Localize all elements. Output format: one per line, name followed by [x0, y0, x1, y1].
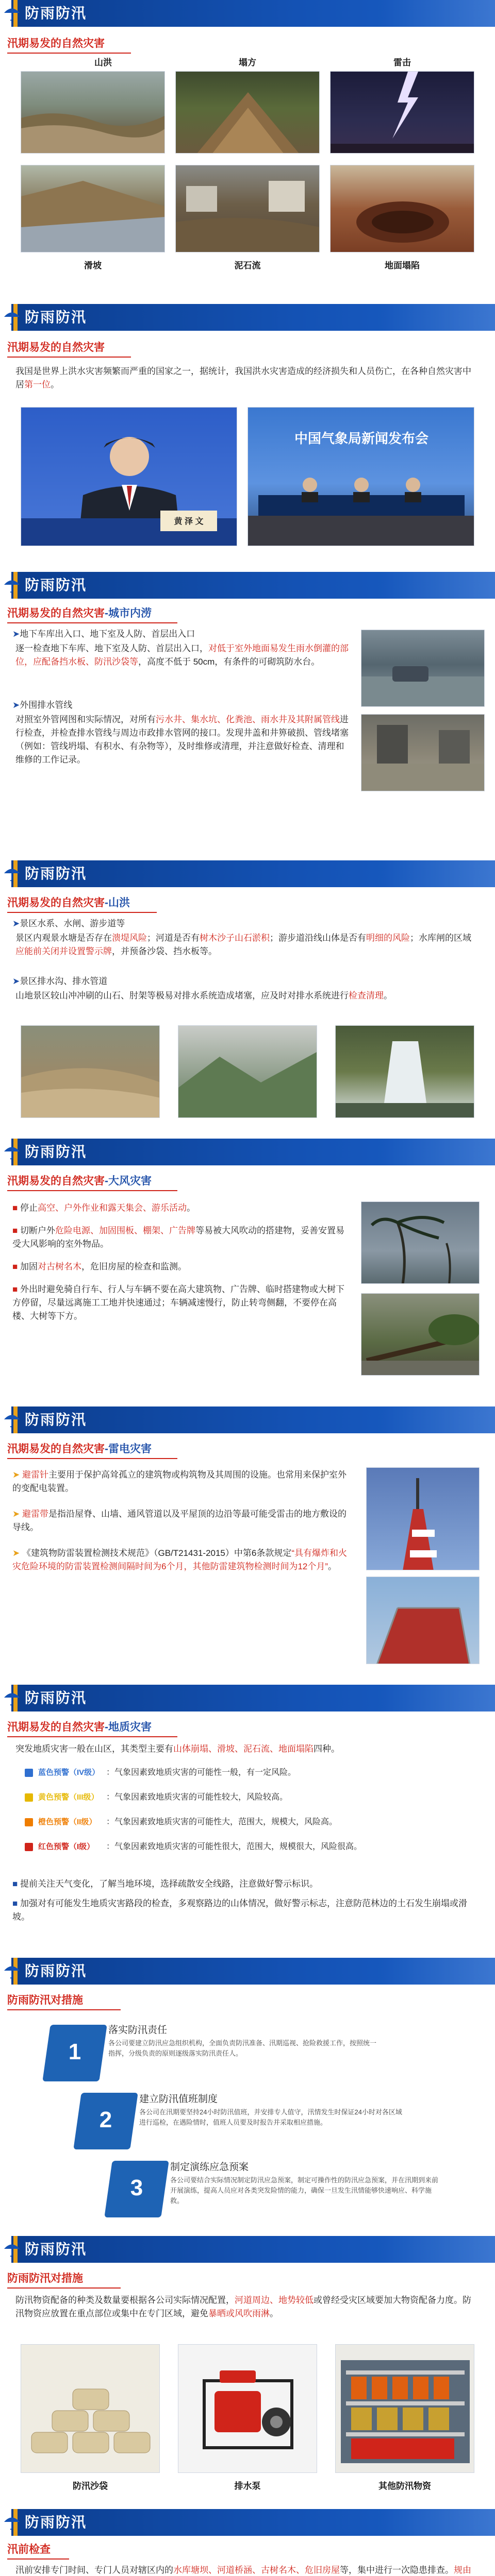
section-title: 防雨防汛 — [25, 2514, 87, 2530]
photo-mountain-village — [178, 1025, 317, 1118]
section-geological-disasters — [0, 1685, 495, 1958]
umbrella-icon — [3, 1411, 21, 1428]
step-title: 建立防汛值班制度 — [139, 2094, 218, 2105]
umbrella-icon — [3, 865, 21, 882]
photo-ground-collapse — [330, 165, 474, 252]
photo-flooded-street-1 — [361, 630, 485, 707]
warning-level-label: 红色预警（I级） — [38, 1842, 95, 1851]
umbrella-icon — [3, 4, 21, 22]
umbrella-icon — [3, 1962, 21, 1979]
section-subtitle: 汛期易发的自然灾害-地质灾害 — [7, 1721, 152, 1733]
photo-debris-flow — [175, 165, 320, 252]
section-subtitle: 汛期易发的自然灾害-城市内涝 — [7, 607, 152, 619]
caption-lightning: 雷击 — [393, 58, 411, 67]
section-header — [0, 0, 495, 27]
warning-level-badge — [21, 1765, 103, 1781]
caption-landslide: 滑坡 — [84, 261, 102, 270]
section-measures-steps — [0, 1958, 495, 2236]
umbrella-icon — [3, 2240, 21, 2258]
warning-level-label: 橙色预警（II级） — [38, 1818, 97, 1826]
warning-level-desc: ：气象因素致地质灾害的可能性很大，范围大，规模很大，风险很高。 — [106, 1842, 362, 1851]
section-wind-disasters — [0, 1139, 495, 1406]
photo-lightning — [330, 71, 474, 154]
step-number: 3 — [130, 2175, 143, 2200]
section-subtitle: 防雨防汛对措施 — [7, 1994, 83, 2006]
lightning-strip-text: ➤ 避雷带是指沿屋脊、山墙、通风管道以及平屋顶的边沿等最可能受雷击的地方敷设的导线。 — [12, 1509, 346, 1532]
photo-lightning-tower — [366, 1467, 480, 1570]
section-title: 防雨防汛 — [25, 1963, 87, 1979]
section-lightning-disasters — [0, 1406, 495, 1685]
geo-tip: ■ 加强对有可能发生地质灾害路段的检查，多观察路边的山体情况，做好警示标志，注意防范林边的土石发生崩塌或滑坡。 — [12, 1899, 467, 1922]
section-title: 防雨防汛 — [25, 309, 87, 325]
umbrella-icon — [3, 308, 21, 326]
wind-item: ■ 停止高空、户外作业和露天集会、游乐活动。 — [12, 1203, 195, 1213]
step-title: 落实防汛责任 — [108, 2025, 168, 2036]
section-header — [0, 2509, 495, 2536]
section-subtitle: 汛前检查 — [7, 2544, 51, 2555]
photo-flooded-street-2 — [361, 714, 485, 791]
geo-intro-text: 突发地质灾害一般在山区，其类型主要有山体崩塌、滑坡、泥石流、地面塌陷四种。 — [15, 1744, 340, 1754]
section-title: 防雨防汛 — [25, 1144, 87, 1160]
press-banner: 中国气象局新闻发布会 — [294, 431, 428, 446]
caption-ground-collapse: 地面塌陷 — [385, 261, 420, 270]
section-title: 防雨防汛 — [25, 1690, 87, 1706]
bullet-text-drainage-ditches: 山地景区较山冲冲刷的山石、肘架等极易对排水系统造成堵塞，应及时对排水系统进行检查清理。 — [15, 991, 392, 1001]
section-mountain-floods — [0, 860, 495, 1139]
step-desc: 各公司要结合实际情况制定防汛应急预案，制定可操作性的防汛应急预案，并在汛期到来前开展演练，提高人员应对各类突发险情的能力，确保一旦发生汛情能够快速响应、科学施救。 — [170, 2176, 439, 2205]
bullet-title-entrances: ➤地下车库出入口、地下室及人防、首层出入口 — [12, 629, 195, 639]
section-title: 防雨防汛 — [25, 866, 87, 882]
caption-collapse: 塌方 — [239, 58, 256, 67]
section-header — [0, 1406, 495, 1433]
photo-fallen-tree — [361, 1293, 480, 1376]
section-title: 防雨防汛 — [25, 2241, 87, 2257]
section-subtitle: 汛期易发的自然灾害-山洪 — [7, 897, 130, 909]
photo-flood-gate — [335, 1025, 474, 1118]
warning-level-label: 蓝色预警（IV级） — [38, 1768, 100, 1777]
section-header — [0, 1139, 495, 1165]
warning-level-desc: ：气象因素致地质灾害的可能性一般，有一定风险。 — [106, 1768, 296, 1777]
photo-flash-flood — [21, 71, 165, 154]
step-desc: 各公司要建立防汛应急组织机构，全面负责防汛准备、汛期巡视、抢险救援工作，按照统一指挥，分级负责的原则逐级落实防汛责任人。 — [108, 2039, 377, 2057]
section-subtitle: 汛期易发的自然灾害-雷电灾害 — [7, 1443, 152, 1455]
warning-level-label: 黄色预警（III级） — [38, 1793, 99, 1802]
section-subtitle: 汛期易发的自然灾害 — [7, 38, 105, 49]
photo-press-speaker — [21, 407, 237, 546]
bullet-title-waterways: ➤景区水系、水闸、游步道等 — [12, 919, 125, 928]
warning-square-icon — [25, 1769, 33, 1777]
umbrella-icon — [3, 2513, 21, 2531]
section-header — [0, 1958, 495, 1985]
wind-item: ■ 加固对古树名木，危旧房屋的检查和监测。 — [12, 1262, 187, 1272]
supplies-text: 防汛物资配备的种类及数量要根据各公司实际情况配置，河道周边、地势较低或曾经受灾区域要加大物资配备力度。防汛物资应放置在重点部位或集中在专门区域，避免暴晒或风吹雨淋。 — [15, 2295, 471, 2318]
section-disasters-overview — [0, 0, 495, 304]
umbrella-icon — [3, 576, 21, 594]
bullet-text-drain-pipes: 对照室外管网图和实际情况，对所有污水井、集水坑、化粪池、雨水井及其附属管线进行检查，并检查排水管线与周边市政排水管网的接口。发现井盖和井箅破损、管线堵塞（例如：管线坍塌、有积水、有杂物等），及时维修或清理，并注意做好检查、清理和维修的工作记录。 — [15, 715, 349, 765]
warning-level-badge — [21, 1815, 103, 1830]
photo-collapse — [175, 71, 320, 154]
section-flood-supplies — [0, 2236, 495, 2509]
warning-level-badge — [21, 1839, 103, 1855]
photo-water-pump — [178, 2344, 317, 2473]
wind-item: ■ 外出时避免骑自行车、行人与车辆不要在高大建筑物、广告牌、临时搭建物或大树下方停留，尽量远离施工工地并快速通过；车辆减速慢行，防止转弯侧翻，不要停在高楼、大树等下方。 — [12, 1284, 344, 1321]
section-subtitle: 防雨防汛对措施 — [7, 2273, 83, 2284]
check-text: 汛前安排专门时间、专门人员对辖区内的水库塘坝、河道桥涵、古树名木、危旧房屋等，集中进行一次隐患排查。规由 — [15, 2565, 471, 2575]
step-desc: 各公司在汛期要坚持24小时防汛值班，并安排专人值守，汛情发生时保证24小时对各区域进行巡检，在遇险情时，值班人员要及时报告并采取相应措施。 — [139, 2108, 402, 2126]
bullet-text-waterways: 景区内观景水塘是否存在溃堤风险；河道是否有树木沙子山石淤积；游步道沿线山体是否有明细的风险；水库闸的区域应能前关闭并设置警示牌，并预备沙袋、挡水板等。 — [15, 933, 471, 956]
flood-stats-text: 我国是世界上洪水灾害频繁而严重的国家之一，据统计，我国洪水灾害造成的经济损失和人员伤亡，在各种自然灾害中居第一位。 — [15, 366, 471, 389]
section-urban-waterlogging — [0, 572, 495, 860]
section-header — [0, 860, 495, 887]
warning-square-icon — [25, 1818, 33, 1826]
caption-other-supplies: 其他防汛物资 — [378, 2481, 431, 2491]
warning-level-desc: ：气象因素致地质灾害的可能性较大，风险较高。 — [106, 1793, 288, 1802]
step-number: 2 — [99, 2107, 112, 2132]
speaker-nameplate: 黄 泽 文 — [174, 517, 204, 526]
warning-square-icon — [25, 1793, 33, 1802]
section-flood-stats — [0, 304, 495, 572]
section-subtitle: 汛期易发的自然灾害-大风灾害 — [7, 1175, 152, 1187]
step-number: 1 — [68, 2039, 81, 2064]
lightning-standard-text: ➤ 《建筑物防雷装置检测技术规范》（GB/T21431-2015）中第6条款规定“具有爆炸和火灾危险环境的防雷装置检测间隔时间为6个月，其他防雷建筑物检测时间为12个月”。 — [12, 1548, 348, 1571]
photo-mountain-torrent — [21, 1025, 160, 1118]
step-title: 制定演练应急预案 — [170, 2162, 249, 2173]
section-header — [0, 304, 495, 331]
warning-square-icon — [25, 1843, 33, 1851]
caption-sandbags: 防汛沙袋 — [73, 2481, 108, 2491]
wind-item: ■ 切断户外危险电源、加固围板、棚架、广告牌等易被大风吹动的搭建物，妥善安置易受大风影响的室外物品。 — [12, 1226, 344, 1249]
umbrella-icon — [3, 1689, 21, 1706]
photo-typhoon-palms — [361, 1201, 480, 1284]
caption-debris-flow: 泥石流 — [234, 261, 261, 270]
photo-lightning-strip — [366, 1577, 480, 1664]
photo-press-conference — [248, 407, 474, 546]
photo-landslide — [21, 165, 165, 252]
geo-tip: ■ 提前关注天气变化，了解当地环境，选择疏散安全线路，注意做好警示标识。 — [12, 1879, 318, 1889]
section-title: 防雨防汛 — [25, 577, 87, 593]
bullet-text-entrances: 逐一检查地下车库、地下室及人防、首层出入口，对低于室外地面易发生雨水倒灌的部位，应配备挡水板、防汛沙袋等，高度不低于 50cm，有条件的可砌筑防水台。 — [15, 643, 349, 667]
section-title: 防雨防汛 — [25, 5, 87, 21]
bullet-title-drain-pipes: ➤外围排水管线 — [12, 700, 73, 710]
section-subtitle: 汛期易发的自然灾害 — [7, 342, 105, 353]
section-pre-flood-check — [0, 2509, 495, 2576]
caption-water-pump: 排水泵 — [234, 2481, 261, 2491]
lightning-rod-text: ➤ 避雷针主要用于保护高耸孤立的建筑物或构筑物及其周围的设施。也常用来保护室外的变配电装置。 — [12, 1470, 346, 1493]
umbrella-icon — [3, 1143, 21, 1160]
section-header — [0, 572, 495, 599]
section-header — [0, 2236, 495, 2263]
bullet-title-drainage-ditches: ➤景区排水沟、排水管道 — [12, 976, 108, 986]
photo-other-supplies — [335, 2344, 474, 2473]
caption-flash-flood: 山洪 — [94, 58, 112, 67]
warning-level-badge — [21, 1790, 103, 1805]
warning-level-desc: ：气象因素致地质灾害的可能性大，范围大，规模大，风险高。 — [106, 1818, 338, 1826]
photo-sandbags — [21, 2344, 160, 2473]
section-title: 防雨防汛 — [25, 1412, 87, 1428]
section-header — [0, 1685, 495, 1711]
